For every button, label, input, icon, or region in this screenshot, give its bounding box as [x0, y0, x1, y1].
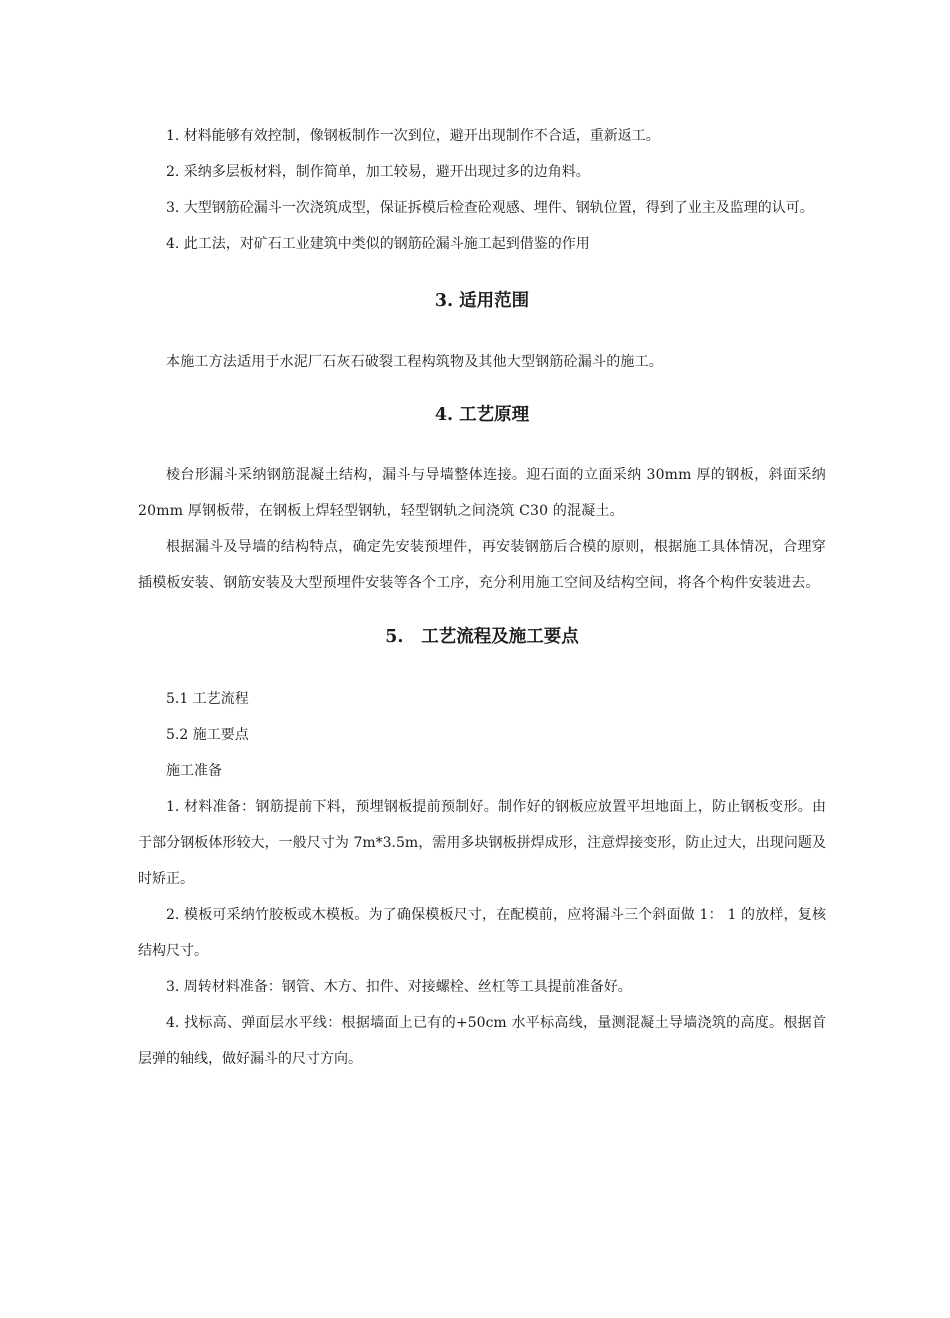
prep-item-2: 2. 模板可采纳竹胶板或木模板。为了确保模板尺寸，在配模前，应将漏斗三个斜面做 1： 1 的放样，复核结构尺寸。: [138, 907, 826, 959]
section-5-heading-number: 5.: [385, 627, 404, 647]
section-3-heading: 3. 适用范围: [434, 291, 530, 311]
section-5-heading-text: 工艺流程及施工要点: [421, 627, 579, 647]
construction-prep-label: 施工准备: [166, 763, 222, 779]
prep-item-1: 1. 材料准备：钢筋提前下料，预埋钢板提前预制好。制作好的钢板应放置平坦地面上，防止钢板变形。由于部分钢板体形较大，一般尺寸为 7m*3.5m，需用多块钢板拼焊成形，注意焊接变形，防止过大，出现问题及时矫正。: [138, 799, 826, 887]
section-4-paragraph-2: 根据漏斗及导墙的结构特点，确定先安装预埋件，再安装钢筋后合模的原则，根据施工具体情况，合理穿插模板安装、钢筋安装及大型预埋件安装等各个工序，充分利用施工空间及结构空间，将各个构件安装进去。: [138, 539, 826, 591]
section-4-heading: 4. 工艺原理: [434, 405, 530, 425]
intro-item-4: 4. 此工法，对矿石工业建筑中类似的钢筋砼漏斗施工起到借鉴的作用: [166, 236, 590, 252]
section-4-paragraph-1: 棱台形漏斗采纳钢筋混凝土结构，漏斗与导墙整体连接。迎石面的立面采纳 30mm 厚的钢板，斜面采纳 20mm 厚钢板带，在钢板上焊轻型钢轨，轻型钢轨之间浇筑 C30 的混凝土。: [138, 467, 826, 519]
document-body: [138, 118, 826, 1077]
section-5-heading: [138, 623, 826, 651]
prep-item-3: 3. 周转材料准备：钢管、木方、扣件、对接螺栓、丝杠等工具提前准备好。: [166, 979, 632, 995]
section-3-body: 本施工方法适用于水泥厂石灰石破裂工程构筑物及其他大型钢筋砼漏斗的施工。: [166, 354, 663, 370]
intro-item-2: 2. 采纳多层板材料，制作简单，加工较易，避开出现过多的边角料。: [166, 164, 590, 180]
intro-item-1: 1. 材料能够有效控制，像钢板制作一次到位，避开出现制作不合适，重新返工。: [166, 128, 660, 144]
subsection-5-1: 5.1 工艺流程: [166, 691, 249, 707]
subsection-5-2: 5.2 施工要点: [166, 727, 249, 743]
prep-item-4: 4. 找标高、弹面层水平线：根据墙面上已有的+50cm 水平标高线，量测混凝土导墙浇筑的高度。根据首层弹的轴线，做好漏斗的尺寸方向。: [138, 1015, 826, 1067]
intro-item-3: 3. 大型钢筋砼漏斗一次浇筑成型，保证拆模后检查砼观感、埋件、钢轨位置，得到了业主及监理的认可。: [166, 200, 814, 216]
